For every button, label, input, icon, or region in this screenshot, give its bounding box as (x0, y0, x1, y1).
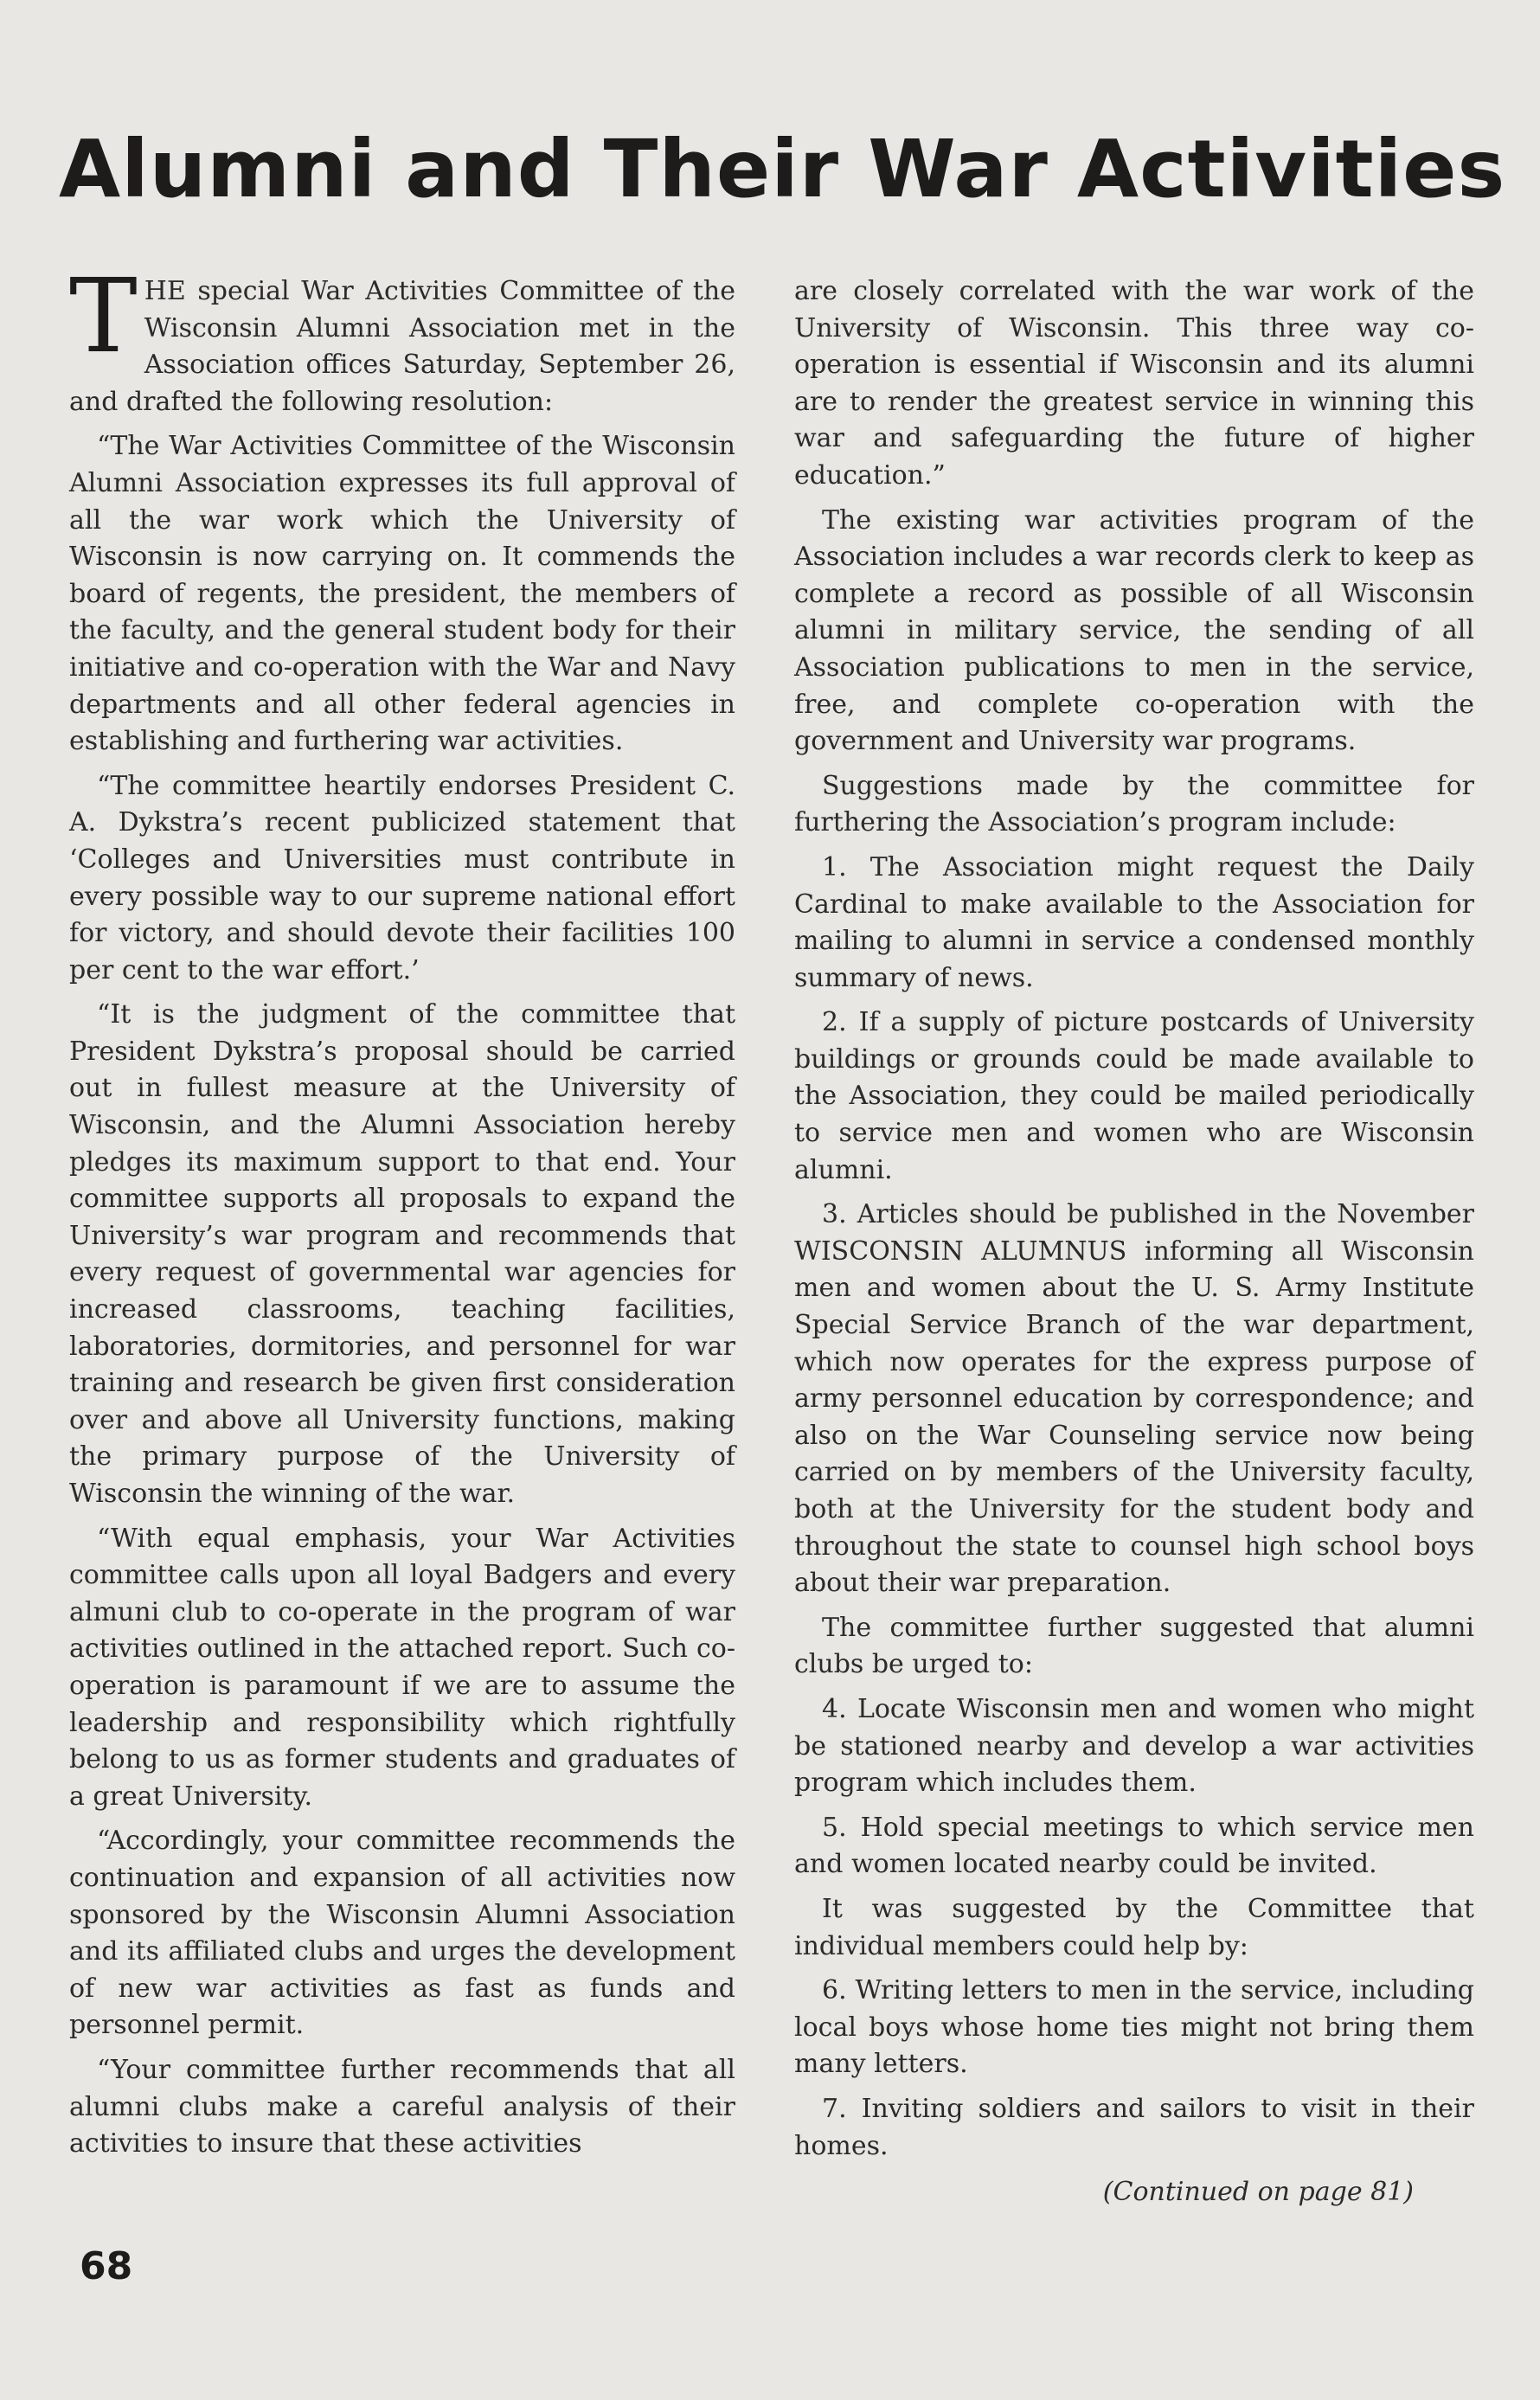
resolution-paragraph: “It is the judgment of the committee that President Dykstra’s proposal should be carried out in fullest measure at the University of Wisconsin, and the Alumni Association hereby pledges its maximum support to that end. Your committee supports all proposals to expand the University’s war program and recommends that every request of governmental war agencies for increased classrooms, teaching facilities, laboratories, dormitories, and personnel for war training and research be given first consideration over and above all University functions, making the primary purpose of the University of Wisconsin the winning of the war. (69, 999, 735, 1509)
intro-text: HE special War Activities Committee of the Wisconsin Alumni Association met in the Association offices Saturday, September 26, and drafted the following resolution: (69, 276, 735, 417)
intro-paragraph (69, 256, 735, 420)
suggestion-item: 3. Articles should be published in the November WISCONSIN ALUMNUS informing all Wisconsin men and women about the U. S. Army Institute Special Service Branch of the war department, which now operates for the express purpose of army personnel education by correspondence; and also on the War Counseling service now being carried on by members of the University faculty, both at the University for the student body and throughout the state to counsel high school boys about their war preparation. (794, 1199, 1474, 1599)
resolution-paragraph: “The War Activities Committee of the Wisconsin Alumni Association expresses its full approval of all the war work which the University of Wisconsin is now carrying on. It commends the board of regents, the president, the members of the faculty, and the general student body for their initiative and co-operation with the War and Navy departments and all other federal agencies in establishing and furthering war activities. (69, 431, 735, 757)
suggestion-item: 5. Hold special meetings to which service men and women located nearby could be invited. (794, 1812, 1474, 1880)
resolution-paragraph: “The committee heartily endorses President C. A. Dykstra’s recent publicized statement that ‘Colleges and Universities must contribute in every possible way to our supreme national effort for victory, and should devote their facilities 100 per cent to the war effort.’ (69, 770, 735, 985)
body-paragraph: The existing war activities program of the Association includes a war records clerk to keep as complete a record as possible of all Wisconsin alumni in military service, the sending of all Association publications to men in the service, free, and complete co-operation with the government and University war programs. (794, 504, 1474, 757)
right-column (794, 273, 1474, 2207)
article-title: Alumni and Their War Activities (59, 123, 1506, 215)
suggestion-item: 2. If a supply of picture postcards of University buildings or grounds could be made available to the Association, they could be mailed periodically to service men and women who are Wisconsin alumni. (794, 1007, 1474, 1185)
body-paragraph: Suggestions made by the committee for furthering the Association’s program include: (794, 770, 1474, 838)
resolution-paragraph: “With equal emphasis, your War Activities committee calls upon all loyal Badgers and every almuni club to co-operate in the program of war activities outlined in the attached report. Such co-operation is paramount if we are to assume the leadership and responsibility which rightfully belong to us as former students and graduates of a great University. (69, 1523, 735, 1812)
continued-notice: (Continued on page 81) (1102, 2177, 1414, 2208)
resolution-paragraph: “Your committee further recommends that all alumni clubs make a careful analysis of their activities to insure that these activities (69, 2054, 735, 2159)
suggestion-item: 7. Inviting soldiers and sailors to visit in their homes. (794, 2093, 1474, 2161)
resolution-paragraph: “Accordingly, your committee recommends the continuation and expansion of all activities now sponsored by the Wisconsin Alumni Association and its affiliated clubs and urges the development of new war activities as fast as funds and personnel permit. (69, 1826, 735, 2041)
page-number: 68 (80, 2244, 133, 2288)
drop-cap: T (69, 256, 138, 375)
body-paragraph: The committee further suggested that alumni clubs be urged to: (794, 1612, 1474, 1680)
suggestion-item: 4. Locate Wisconsin men and women who might be stationed nearby and develop a war activities program which includes them. (794, 1693, 1474, 1799)
suggestion-item: 1. The Association might request the Daily Cardinal to make available to the Association for mailing to alumni in service a condensed monthly summary of news. (794, 851, 1474, 993)
suggestion-item: 6. Writing letters to men in the service, including local boys whose home ties might not bring them many letters. (794, 1975, 1474, 2080)
continuation-paragraph: are closely correlated with the war work of the University of Wisconsin. This three way co-operation is essential if Wisconsin and its alumni are to render the greatest service in winning this war and safeguarding the future of higher education.” (794, 276, 1474, 491)
body-paragraph: It was suggested by the Committee that individual members could help by: (794, 1893, 1474, 1961)
left-column (69, 256, 735, 2171)
